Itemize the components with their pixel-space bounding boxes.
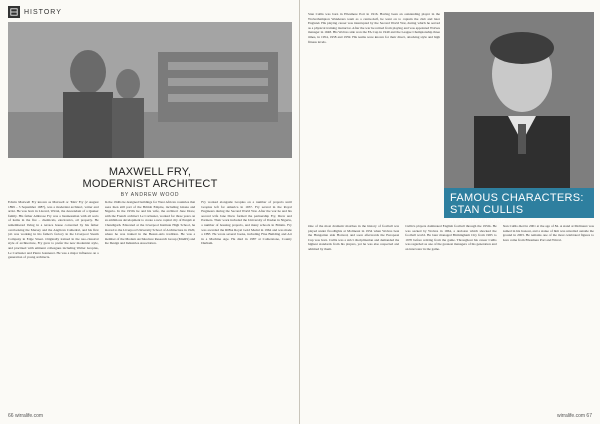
right-page <box>300 0 600 424</box>
right-column-1: One of the most dramatic matches in the history of football was played under floodlights at Molineux in 1954 when Wolves beat the Hungarian side Honved, and soon afterwards the European Cup was born. Cullis was a strict disciplinarian and demanded the highest standards from his players, yet he was also respected and admired by them. <box>308 224 400 251</box>
feature-byline: BY ASHLEY IRVING <box>450 218 506 224</box>
feature-caption <box>444 188 594 224</box>
right-column-2: Cullis's players dominated English football through the 1950s. He was sacked by Wolves in 1964, a decision which shocked the football world. He later managed Birmingham City from 1965 to 1970 before retiring from the game. Throughout his career Cullis was regarded as one of the greatest managers of his generation and an innovator in the game. <box>405 224 497 251</box>
section-label: HISTORY <box>24 8 62 16</box>
intro-column: Stan Cullis was born in Ellesmere Port in 1916. Having been an outstanding player in the Wolverhampton Wanderers team as a centre-half, he went on to captain the club and later England. His playing career was interrupted by the Second World War, during which he served as a physical training instructor. After the war he retired from playing and was appointed Wolves manager in 1948. His Wolves side won the FA Cup in 1949 and the League Championship three times, in 1954, 1958 and 1959. His teams were known for their direct, attacking style and high fitness levels. <box>308 12 440 44</box>
article-byline: BY ANDREW WOOD <box>120 192 180 198</box>
architect-photo <box>8 22 292 158</box>
right-column-3: Stan Cullis died in 2001 at the age of 84. A stand at Molineux was named in his honour, and a statue of him was unveiled outside the ground in 2003. He remains one of the most celebrated figures to have come from Ellesmere Port and Wirral. <box>502 224 594 242</box>
page-number-right: wirralife.com 67 <box>556 413 592 419</box>
history-icon <box>8 6 20 18</box>
feature-title: FAMOUS CHARACTERS: STAN CULLIS <box>450 192 584 216</box>
section-header <box>8 6 62 18</box>
footballer-photo <box>444 12 594 188</box>
right-body-columns <box>308 224 594 408</box>
body-column-3: Fry worked alongside Gropius on a number of projects until Gropius left for America in 1937. Fry served in the Royal Engineers during the Second World War. After the war he and his second wife Jane Drew formed the partnership Fry, Drew and Partners. Their work included the University of Ibadan in Nigeria, a number of housing projects, and many schools in Britain. Fry was awarded the RIBA Royal Gold Medal in 1964 and was made a CBE. He wrote several books, including Fine Building and Art in a Machine Age. He died in 1987 at Cotherstone, County Durham. <box>201 200 292 246</box>
body-column-1: Edwin Maxwell Fry known as Maxwell or 'Max' Fry (2 August 1899 – 3 September 1987), was a modernist architect, writer and artist. He was born in Liscard, Wirral, the descendant of a Quaker family. His father Ambrose Fry was a businessman with all sorts of items in the fire – chemicals, electronics, oil property. He remembered living in a terrace house converted by his father overlooking the Mersey and the Anglican Cathedral, and his first job was working in his father's factory in the Liverpool Steam Company in Edge Street. Originally trained in the neo-classical style of architecture, Fry grew to prefer the new modernist style, and practised with eminent colleagues including Walter Gropius, Le Corbusier and Pierre Jeanneret. He was a major influence on a generation of young architects. <box>8 200 99 260</box>
article-title <box>0 166 300 190</box>
title-line-2: MODERNIST ARCHITECT <box>82 178 218 190</box>
right-top-column <box>308 12 440 218</box>
left-body-columns <box>8 200 292 408</box>
body-column-2: In the 1940s he designed buildings for West African countries that were then still part of the British Empire, including Ghana and Nigeria. In the 1950s he and his wife, the architect Jane Drew, with the French architect Le Corbusier, worked for three years on an ambitious development to create a new capital city of Punjab at Chandigarh. Educated at the Liverpool Institute High School, he moved to the Liverpool University School of Architecture in 1920, where he was trained in the Beaux-Arts tradition. He was a member of the Modern Architecture Research Group (MARS) and the Design and Industries Association. <box>104 200 196 246</box>
page-number-left: 66 wirralife.com <box>8 413 44 419</box>
title-line-1: MAXWELL FRY, <box>108 166 192 178</box>
